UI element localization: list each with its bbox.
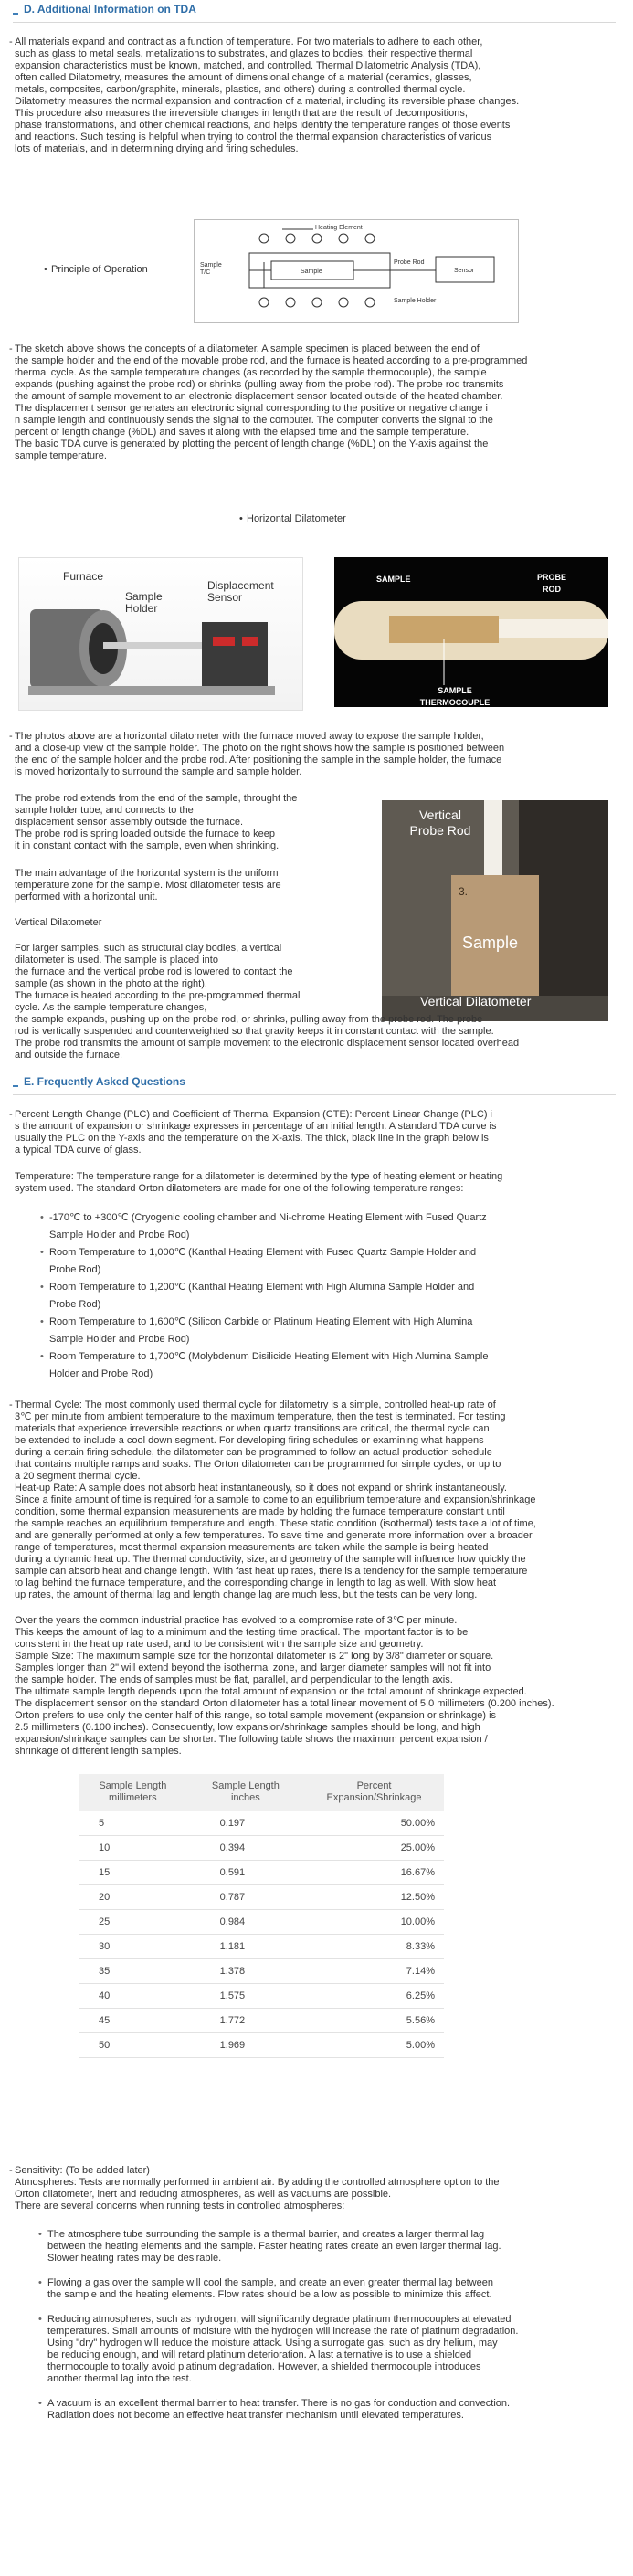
photos-line: and a close-up view of the sample holder. The photo on the right shows how the sample is positioned between bbox=[15, 743, 505, 754]
plc-line: s the amount of expansion or shrinkage expresses in percentage of an initial length. A standard TDA curve is bbox=[15, 1121, 497, 1132]
sample-holder-label: Sample Holder bbox=[394, 298, 437, 304]
plc-line: a typical TDA curve of glass. bbox=[15, 1145, 142, 1156]
thermal-cycle-paragraph bbox=[9, 1399, 617, 1601]
cell-mm: 5 bbox=[79, 1811, 187, 1836]
advantage-line: temperature zone for the sample. Most dilatometer tests are bbox=[15, 880, 281, 891]
cell-percent: 16.67% bbox=[304, 1861, 444, 1885]
atm-line: temperatures. Small amounts of moisture with the hydrogen will increase the rate of platinum degradation. bbox=[47, 2326, 519, 2337]
thermal-line: Since a finite amount of time is required for a sample to come to an equilibrium temperature and expansion/shrinkage bbox=[15, 1494, 536, 1505]
sensitivity-line: There are several concerns when running tests in controlled atmospheres: bbox=[15, 2201, 345, 2212]
plc-line: usually the PLC on the Y-axis and the temperature on the X-axis. The thick, black line in the graph below is bbox=[15, 1133, 489, 1144]
years-line: The ultimate sample length depends upon the total amount of expansion or the total amount of shrinkage expected. bbox=[15, 1686, 527, 1697]
header-line: Percent bbox=[356, 1780, 392, 1791]
list-item bbox=[47, 2229, 605, 2265]
col-header-mm bbox=[79, 1774, 187, 1811]
sample-holder-closeup-photo bbox=[334, 557, 608, 707]
sample-length-table bbox=[79, 1774, 444, 2058]
atm-line: • Flowing a gas over the sample will cool the sample, and create an even greater thermal lag between bbox=[47, 2277, 493, 2288]
sketch-line: n sample length and continuously sends the signal to the computer. The computer converts the signal to the bbox=[15, 415, 493, 426]
thermal-line: Heat-up Rate: A sample does not absorb heat instantaneously, so it does not expand or shrink instantaneously. bbox=[15, 1483, 507, 1494]
sample-stamp-text: 3. bbox=[459, 885, 469, 898]
range-line: Room Temperature to 1,700℃ (Molybdenum Disilicide Heating Element with High Alumina Sample bbox=[49, 1351, 489, 1362]
vertical-line: The furnace is heated according to the pre-programmed thermal bbox=[15, 990, 301, 1001]
vertical-line: The probe rod transmits the amount of sample movement to the electronic displacement sensor located overhead bbox=[15, 1038, 520, 1049]
list-item bbox=[47, 1279, 596, 1314]
range-line: Probe Rod) bbox=[49, 1264, 101, 1275]
vertical-line: rod is vertically suspended and counterweighted so that gravity keeps it in constant contact with the sample. bbox=[15, 1026, 494, 1037]
vertical-label-text: Vertical Dilatometer bbox=[15, 917, 102, 928]
intro-line: expansion characteristics must be known, matched, and controlled. Thermal Dilatometric Analysis (TDA), bbox=[15, 60, 481, 71]
cell-inches: 1.181 bbox=[187, 1935, 304, 1959]
table-row bbox=[79, 1984, 444, 2009]
cell-percent: 7.14% bbox=[304, 1959, 444, 1984]
cell-percent: 8.33% bbox=[304, 1935, 444, 1959]
cell-mm: 50 bbox=[79, 2033, 187, 2058]
cell-inches: 1.772 bbox=[187, 2009, 304, 2033]
photos-line: is moved horizontally to surround the sample and sample holder. bbox=[15, 766, 302, 777]
table-row bbox=[79, 2009, 444, 2033]
probe-line: it in constant contact with the sample, even when shrinking. bbox=[15, 840, 280, 851]
cell-mm: 20 bbox=[79, 1885, 187, 1910]
cell-inches: 0.787 bbox=[187, 1885, 304, 1910]
header-line: inches bbox=[230, 1792, 260, 1803]
cell-mm: 15 bbox=[79, 1861, 187, 1885]
years-line: The displacement sensor on the standard Orton dilatometer has a total linear movement of 5.0 millimeters (0.200 inches). bbox=[15, 1698, 554, 1709]
vertical-paragraph-wide bbox=[15, 1014, 617, 1061]
list-item bbox=[47, 1348, 596, 1383]
vertical-line: cycle. As the sample temperature changes, bbox=[15, 1002, 207, 1013]
probe-line: displacement sensor assembly outside the furnace. bbox=[15, 817, 244, 828]
atm-line: between the heating elements and the sample. Faster heating rates create an even larger thermal lag. bbox=[47, 2241, 501, 2252]
dash-icon: - bbox=[9, 1109, 13, 1120]
furnace-label: Furnace bbox=[63, 570, 104, 583]
plc-paragraph bbox=[9, 1109, 617, 1156]
sketch-line: The basic TDA curve is generated by plotting the percent of length change (%DL) on the Y-axis against the bbox=[15, 438, 489, 449]
probe-line: The probe rod is spring loaded outside the furnace to keep bbox=[15, 829, 275, 839]
cell-percent: 10.00% bbox=[304, 1910, 444, 1935]
probe-line: sample holder tube, and connects to the bbox=[15, 805, 194, 816]
vertical-probe-rod-label: Vertical Probe Rod bbox=[409, 808, 471, 838]
cell-inches: 0.394 bbox=[187, 1836, 304, 1861]
thermal-line: up rates, the amount of thermal lag and length change lag are much less, but the tests can be very long. bbox=[15, 1589, 478, 1600]
intro-line: All materials expand and contract as a function of temperature. For two materials to adhere to each other, bbox=[15, 37, 483, 48]
section-d-title: D. Additional Information on TDA bbox=[24, 3, 196, 16]
table-header-row bbox=[79, 1774, 444, 1811]
photo-sample-label: SAMPLE bbox=[376, 575, 411, 584]
atm-line: • The atmosphere tube surrounding the sample is a thermal barrier, and creates a larger thermal lag bbox=[47, 2229, 485, 2240]
range-line: Room Temperature to 1,200℃ (Kanthal Heating Element with High Alumina Sample Holder and bbox=[49, 1282, 475, 1293]
sketch-line: percent of length change (%DL) and saves it along with the elapsed time and the sample temperature. bbox=[15, 427, 469, 438]
intro-line: phase transformations, and other chemical reactions, and helps identify the temperature ranges of those events bbox=[15, 120, 511, 131]
probe-rod-paragraph bbox=[15, 793, 362, 852]
dash-icon: - bbox=[9, 1399, 13, 1410]
intro-line: and reactions. Such testing is helpful when trying to control the thermal expansion characteristics of various bbox=[15, 132, 492, 143]
cell-inches: 0.197 bbox=[187, 1811, 304, 1836]
table-row bbox=[79, 1861, 444, 1885]
temperature-line: Temperature: The temperature range for a dilatometer is determined by the type of heating element or heating bbox=[15, 1171, 503, 1182]
cell-percent: 50.00% bbox=[304, 1811, 444, 1836]
table-row bbox=[79, 1811, 444, 1836]
thermal-line: that contains multiple ramps and soaks. The Orton dilatometer can be programmed for simple cycles, or up to bbox=[15, 1459, 501, 1470]
cell-percent: 5.00% bbox=[304, 2033, 444, 2058]
photos-line: The photos above are a horizontal dilatometer with the furnace moved away to expose the sample holder, bbox=[15, 731, 484, 742]
intro-line: metals, composites, carbon/graphite, minerals, plastics, and others) during a controlled thermal cycle. bbox=[15, 84, 466, 95]
cell-percent: 6.25% bbox=[304, 1984, 444, 2009]
vertical-line: the furnace and the vertical probe rod is lowered to contact the bbox=[15, 966, 293, 977]
cell-inches: 0.591 bbox=[187, 1861, 304, 1885]
photo-probe-rod-label: PROBE ROD bbox=[536, 573, 566, 594]
sensitivity-paragraph bbox=[9, 2165, 617, 2212]
sample-label: Sample bbox=[301, 269, 322, 275]
vertical-dilatometer-label bbox=[15, 917, 197, 929]
photo-sample-thermocouple-label: SAMPLE THERMOCOUPLE bbox=[419, 686, 491, 707]
photo-sample-holder-label: Sample Holder bbox=[125, 590, 163, 615]
principle-diagram bbox=[194, 219, 519, 323]
cell-percent: 12.50% bbox=[304, 1885, 444, 1910]
photos-line: the end of the sample holder and the probe rod. After positioning the sample in the sample holder, the furnace bbox=[15, 755, 502, 765]
vertical-dilatometer-photo bbox=[382, 800, 608, 1021]
over-years-paragraph bbox=[15, 1615, 617, 1758]
list-item bbox=[47, 1244, 596, 1279]
displacement-sensor-label: Displacement Sensor bbox=[207, 579, 274, 604]
cell-inches: 1.575 bbox=[187, 1984, 304, 2009]
table-row bbox=[79, 1910, 444, 1935]
atm-line: • Reducing atmospheres, such as hydrogen, will significantly degrade platinum thermocouples at elevated bbox=[47, 2314, 512, 2325]
cell-mm: 10 bbox=[79, 1836, 187, 1861]
range-line: Room Temperature to 1,600℃ (Silicon Carbide or Platinum Heating Element with High Alumina bbox=[49, 1316, 473, 1327]
cell-mm: 35 bbox=[79, 1959, 187, 1984]
vertical-line: For larger samples, such as structural clay bodies, a vertical bbox=[15, 943, 282, 954]
range-line: Holder and Probe Rod) bbox=[49, 1368, 153, 1379]
years-line: Orton prefers to use only the center half of this range, so total sample movement (expansion or shrinkage) is bbox=[15, 1710, 497, 1721]
section-e-title: E. Frequently Asked Questions bbox=[24, 1075, 185, 1088]
years-line: This keeps the amount of lag to a minimum and the testing time practical. The important factor is to be bbox=[15, 1627, 469, 1638]
plc-line: Percent Length Change (PLC) and Coefficient of Thermal Expansion (CTE): Percent Linear Change (PLC) i bbox=[15, 1109, 492, 1120]
sketch-line: the amount of sample movement to an electronic displacement sensor located outside of the heated chamber. bbox=[15, 391, 503, 402]
header-line: Sample Length bbox=[99, 1780, 167, 1791]
intro-line: such as glass to metal seals, metalizations to substrates, and glazes to bodies, their respective thermal bbox=[15, 48, 473, 59]
header-line: Sample Length bbox=[211, 1780, 280, 1791]
sensor-label: Sensor bbox=[454, 268, 475, 274]
intro-line: Dilatometry measures the normal expansion and contraction of a material, including its reversible phase changes. bbox=[15, 96, 520, 107]
list-item bbox=[47, 1209, 596, 1244]
vertical-line: dilatometer is used. The sample is placed into bbox=[15, 955, 218, 966]
years-line: consistent in the heat up rate used, and to be consistent with the sample size and geometry. bbox=[15, 1639, 424, 1650]
cell-inches: 1.969 bbox=[187, 2033, 304, 2058]
years-line: shrinkage of different length samples. bbox=[15, 1746, 182, 1757]
thermal-line: Thermal Cycle: The most commonly used thermal cycle for dilatometry is a simple, controlled heat-up rate of bbox=[15, 1399, 496, 1410]
cell-percent: 5.56% bbox=[304, 2009, 444, 2033]
thermal-line: the sample reaches an equilibrium temperature and length. These static condition (isothermal) tests take a lot of time, bbox=[15, 1518, 536, 1529]
years-line: Samples longer than 2" will extend beyond the isothermal zone, and larger diameter samples will not fit into bbox=[15, 1663, 491, 1673]
years-line: Over the years the common industrial practice has evolved to a compromise rate of 3℃ per minute. bbox=[15, 1615, 458, 1626]
thermal-line: be extended to include a cool down segment. For developing firing schedules or examining what happens bbox=[15, 1435, 484, 1446]
range-line: Sample Holder and Probe Rod) bbox=[49, 1334, 190, 1345]
thermal-line: a 20 segment thermal cycle. bbox=[15, 1471, 141, 1482]
heating-element-label: Heating Element bbox=[315, 225, 363, 231]
intro-line: lots of materials, and in determining drying and firing schedules. bbox=[15, 143, 299, 154]
table-row bbox=[79, 1836, 444, 1861]
principle-of-operation-label: • Principle of Operation bbox=[51, 264, 148, 276]
col-header-inches bbox=[187, 1774, 304, 1811]
intro-line: often called Dilatometry, measures the amount of dimensional change of a material (ceramics, glasses, bbox=[15, 72, 472, 83]
table-row bbox=[79, 2033, 444, 2058]
temperature-line: system used. The standard Orton dilatometers are made for one of the following temperature ranges: bbox=[15, 1183, 464, 1194]
cell-mm: 30 bbox=[79, 1935, 187, 1959]
range-line: Room Temperature to 1,000℃ (Kanthal Heating Element with Fused Quartz Sample Holder and bbox=[49, 1247, 477, 1258]
atm-line: Slower heating rates may be desirable. bbox=[47, 2253, 222, 2264]
vertical-dilatometer-photo-label: Vertical Dilatometer bbox=[420, 994, 532, 1008]
years-line: 2.5 millimeters (0.100 inches). Consequently, low expansion/shrinkage samples should be long, and high bbox=[15, 1722, 480, 1733]
list-item bbox=[47, 2398, 605, 2422]
col-header-percent bbox=[304, 1774, 444, 1811]
thermal-line: sample can absorb heat and change length. With fast heat up rates, there is a tendency for the sample temperature bbox=[15, 1566, 528, 1577]
atm-line: thermocouple to totally avoid platinum degradation. However, a shielded thermocouple introduces bbox=[47, 2361, 481, 2372]
header-line: Expansion/Shrinkage bbox=[326, 1792, 422, 1803]
thermal-line: range of temperatures, most thermal expansion measurements are taken while the sample is being heated bbox=[15, 1542, 489, 1553]
cell-inches: 1.378 bbox=[187, 1959, 304, 1984]
vertical-line: and outside the furnace. bbox=[15, 1050, 123, 1061]
horizontal-dilatometer-photo bbox=[18, 557, 303, 711]
range-line: -170℃ to +300℃ (Cryogenic cooling chamber and Ni-chrome Heating Element with Fused Quartz bbox=[49, 1212, 487, 1223]
header-line: millimeters bbox=[109, 1792, 157, 1803]
temperature-paragraph bbox=[15, 1171, 617, 1195]
thermal-line: 3℃ per minute from ambient temperature to the maximum temperature, then the test is terminated. For testing bbox=[15, 1411, 506, 1422]
atm-line: Radiation does not become an effective heat transfer mechanism until elevated temperatures. bbox=[47, 2410, 464, 2421]
cell-mm: 25 bbox=[79, 1910, 187, 1935]
atm-line: the sample and the heating elements. Flow rates should be a low as possible to minimize this affect. bbox=[47, 2289, 492, 2300]
vertical-sample-label: Sample bbox=[462, 934, 519, 952]
dash-icon: - bbox=[9, 37, 13, 48]
table-row bbox=[79, 1885, 444, 1910]
years-line: expansion/shrinkage samples can be shorter. The following table shows the maximum percent expansion / bbox=[15, 1734, 488, 1745]
probe-line: The probe rod extends from the end of the sample, throught the bbox=[15, 793, 298, 804]
list-item bbox=[47, 2277, 605, 2301]
sensitivity-line: Atmospheres: Tests are normally performed in ambient air. By adding the controlled atmosphere option to the bbox=[15, 2177, 500, 2188]
atm-line: be reducing enough, and will retard platinum deterioration. A last alternative is to use a shielded bbox=[47, 2349, 472, 2360]
horizontal-dilatometer-label: • Horizontal Dilatometer bbox=[247, 513, 346, 525]
advantage-line: performed with a horizontal unit. bbox=[15, 892, 158, 903]
table-row bbox=[79, 1935, 444, 1959]
dash-icon: - bbox=[9, 343, 13, 354]
atm-line: another thermal lag into the test. bbox=[47, 2373, 192, 2384]
list-item bbox=[47, 2314, 605, 2385]
range-line: Probe Rod) bbox=[49, 1299, 101, 1310]
heading-bar-icon bbox=[13, 1085, 18, 1087]
cell-mm: 40 bbox=[79, 1984, 187, 2009]
sketch-paragraph bbox=[9, 343, 617, 462]
main-advantage-paragraph bbox=[15, 868, 362, 903]
sketch-line: sample temperature. bbox=[15, 450, 107, 461]
cell-mm: 45 bbox=[79, 2009, 187, 2033]
dash-icon: - bbox=[9, 731, 13, 742]
thermal-line: to lag behind the furnace temperature, and the corresponding change in length to lag as well. With slow heat bbox=[15, 1578, 497, 1589]
atmosphere-concerns-list bbox=[47, 2229, 605, 2434]
photos-paragraph bbox=[9, 731, 617, 778]
atm-line: Using "dry" hydrogen will reduce the moisture attack. Using a surrogate gas, such as dry helium, may bbox=[47, 2338, 498, 2349]
vertical-paragraph-narrow bbox=[15, 943, 362, 1014]
vertical-line: sample (as shown in the photo at the right). bbox=[15, 978, 207, 989]
sample-tc-label: Sample T/C bbox=[200, 262, 222, 276]
thermal-line: condition, some thermal expansion measurements are made by holding the furnace temperature constant until bbox=[15, 1506, 505, 1517]
years-line: the sample holder. The ends of samples must be flat, parallel, and perpendicular to the length axis. bbox=[15, 1674, 453, 1685]
section-d-header bbox=[13, 0, 616, 23]
range-line: Sample Holder and Probe Rod) bbox=[49, 1230, 190, 1240]
sensitivity-line: Orton dilatometer, inert and reducing atmospheres, as well as vacuums are possible. bbox=[15, 2189, 392, 2200]
temperature-range-list bbox=[47, 1209, 596, 1383]
advantage-line: The main advantage of the horizontal system is the uniform bbox=[15, 868, 279, 879]
cell-percent: 25.00% bbox=[304, 1836, 444, 1861]
sketch-line: the sample holder and the end of the movable probe rod, and the furnace is heated according to a pre-programmed bbox=[15, 355, 528, 366]
vertical-line: the sample expands, pushing up on the probe rod, or shrinks, pulling away from the probe rod. The probe bbox=[15, 1014, 483, 1025]
probe-rod-label: Probe Rod bbox=[394, 259, 425, 266]
years-line: Sample Size: The maximum sample size for the horizontal dilatometer is 2" long by 3/8" diameter or square. bbox=[15, 1651, 494, 1662]
thermal-line: and are generally performed at only a few temperatures. To save time and generate more information over a broader bbox=[15, 1530, 533, 1541]
cell-inches: 0.984 bbox=[187, 1910, 304, 1935]
tda-intro-paragraph bbox=[9, 37, 617, 155]
thermal-line: during a dynamic heat up. The thermal conductivity, size, and geometry of the sample will influence how quickly the bbox=[15, 1554, 526, 1565]
sketch-line: The displacement sensor generates an electronic signal corresponding to the positive or negative change i bbox=[15, 403, 488, 414]
section-e-header bbox=[13, 1072, 616, 1095]
dash-icon: - bbox=[9, 2165, 13, 2176]
atm-line: • A vacuum is an excellent thermal barrier to heat transfer. There is no gas for conduction and convection. bbox=[47, 2398, 511, 2409]
thermal-line: during a certain firing schedule, the dilatometer can be programmed to follow an actual production schedule bbox=[15, 1447, 492, 1458]
sketch-line: thermal cycle. As the sample temperature changes (as recorded by the sample thermocouple), the sample bbox=[15, 367, 487, 378]
sensitivity-line: Sensitivity: (To be added later) bbox=[15, 2165, 150, 2176]
sketch-line: The sketch above shows the concepts of a dilatometer. A sample specimen is placed between the end of bbox=[15, 343, 480, 354]
list-item bbox=[47, 1314, 596, 1348]
sketch-line: expands (pushing against the probe rod) or shrinks (pulling away from the probe rod). The probe rod transmits bbox=[15, 379, 504, 390]
thermal-line: materials that experience irreversible reactions or when quartz transitions are critical, the thermal cycle can bbox=[15, 1423, 490, 1434]
table-row bbox=[79, 1959, 444, 1984]
intro-line: This procedure also measures the irreversible changes in length that are the result of decompositions, bbox=[15, 108, 468, 119]
heading-bar-icon bbox=[13, 13, 18, 15]
